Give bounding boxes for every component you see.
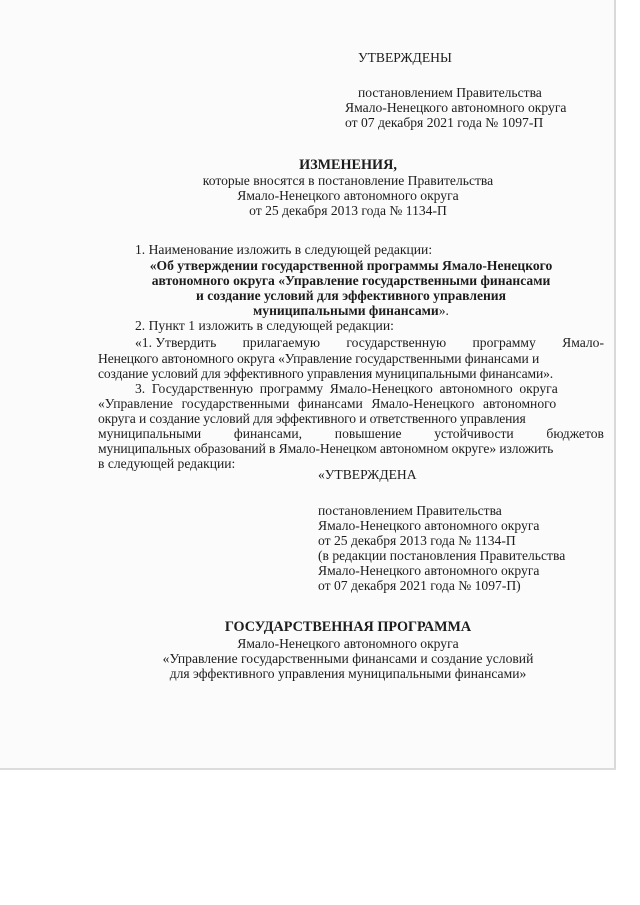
word: прилагаемую [242,335,321,350]
inner-approval-line: от 25 декабря 2013 года № 1134-П [318,533,516,548]
item-3-line [98,426,604,441]
inner-approval-line: Ямало-Ненецкого автономного округа [318,563,540,578]
document-title: ИЗМЕНЕНИЯ, [299,157,397,173]
item-1-tail: ». [438,303,449,318]
item-2-line: Ненецкого автономного округа «Управление государственными финансами и [98,351,540,366]
item-1-bold-line: автономного округа «Управление государственными финансами [151,273,551,288]
item-3-line: муниципальных образований в Ямало-Ненецком автономном округе» изложить [98,441,554,456]
program-title-line: «Управление государственными финансами и создание условий [162,651,534,666]
program-title-line: для эффективного управления муниципальными финансами» [169,666,527,681]
inner-approval-line: (в редакции постановления Правительства [318,548,566,563]
item-3-line: 3. Государственную программу Ямало-Ненецкого автономного округа [135,381,558,396]
word: повышение [334,426,402,441]
title-line: Ямало-Ненецкого автономного округа [237,188,459,203]
item-2-line: создание условий для эффективного управления муниципальными финансами». [98,366,553,381]
word: устойчивости [434,426,514,441]
item-1-intro: 1. Наименование изложить в следующей редакции: [135,242,433,257]
approval-line: от 07 декабря 2021 года № 1097-П [345,115,544,130]
word: Ямало- [562,335,604,350]
program-title-line: Ямало-Ненецкого автономного округа [237,636,459,651]
program-title: ГОСУДАРСТВЕННАЯ ПРОГРАММА [224,619,472,635]
approval-line: Ямало-Ненецкого автономного округа [345,100,567,115]
word: муниципальными [98,426,202,441]
word: программу [472,335,536,350]
inner-approval-line: от 07 декабря 2021 года № 1097-П) [318,578,521,593]
word: государственную [346,335,447,350]
item-3-line: «Управление государственными финансами Ямало-Ненецкого автономного [98,396,557,411]
word: бюджетов [546,426,604,441]
item-1-bold-line: «Об утверждении государственной программы Ямало-Ненецкого [149,258,553,273]
item-1-bold-text: муниципальными финансами [253,303,439,318]
item-2-intro: 2. Пункт 1 изложить в следующей редакции: [135,318,394,333]
title-line: которые вносятся в постановление Правительства [202,173,494,188]
word: «1. Утвердить [135,335,217,350]
approval-line: постановлением Правительства [358,85,542,100]
word: финансами, [233,426,303,441]
item-3-line: в следующей редакции: [98,456,236,471]
inner-approval-heading: «УТВЕРЖДЕНА [318,467,417,482]
item-1-bold-line [98,303,604,318]
page-bottom-edge [0,768,616,770]
inner-approval-line: постановлением Правительства [318,503,502,518]
item-3-line: округа и создание условий для эффективного и ответственного управления [98,411,526,426]
approval-heading: УТВЕРЖДЕНЫ [358,50,452,65]
item-1-bold-line: и создание условий для эффективного управления [195,288,506,303]
item-2-line [135,335,604,350]
inner-approval-line: Ямало-Ненецкого автономного округа [318,518,540,533]
title-line: от 25 декабря 2013 года № 1134-П [249,203,447,218]
